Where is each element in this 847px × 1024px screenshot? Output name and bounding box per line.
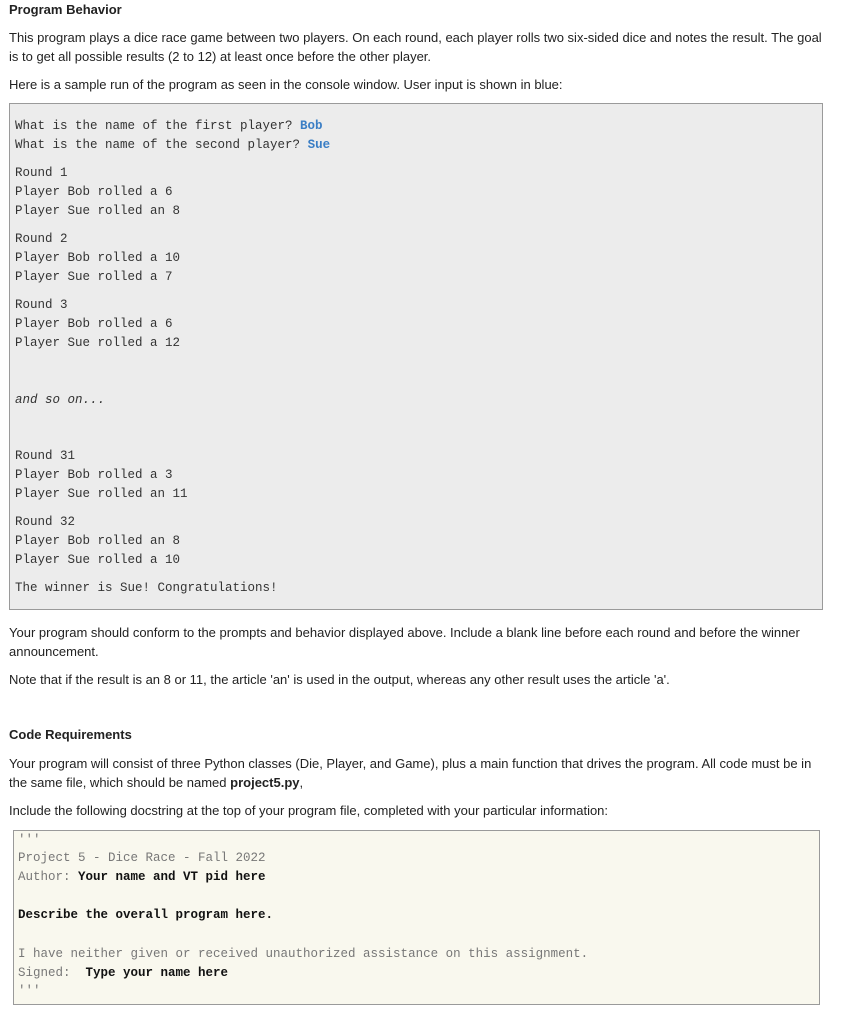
round-label: Round 32 [15,515,76,529]
roll-line: Player Bob rolled an 8 [15,534,181,548]
roll-line: Player Sue rolled a 12 [15,336,181,350]
article-note-paragraph: Note that if the result is an 8 or 11, the article 'an' is used in the output, whereas any other result uses the article 'a'. [9,672,670,687]
docstring-author-line: Author: Your name and VT pid here [18,870,266,884]
roll-line: Player Bob rolled a 3 [15,468,173,482]
roll-line: Player Sue rolled a 10 [15,553,181,567]
ellipsis-note: and so on... [15,393,106,407]
docstring-open-quotes: ''' [18,833,41,847]
sample-run-paragraph: Here is a sample run of the program as seen in the console window. User input is shown in blue: [9,77,563,92]
roll-line: Player Bob rolled a 6 [15,185,173,199]
console-sample-output [9,103,823,610]
winner-announcement: The winner is Sue! Congratulations! [15,581,278,595]
code-requirements-heading: Code Requirements [9,727,132,742]
roll-line: Player Bob rolled a 6 [15,317,173,331]
prompt-second-player: What is the name of the second player? Sue [15,138,331,152]
roll-line: Player Sue rolled an 8 [15,204,181,218]
round-label: Round 31 [15,449,76,463]
filename: project5.py [230,775,300,790]
docstring-project-line: Project 5 - Dice Race - Fall 2022 [18,851,266,865]
roll-line: Player Bob rolled a 10 [15,251,181,265]
roll-line: Player Sue rolled a 7 [15,270,173,284]
docstring-honor-line: I have neither given or received unauthorized assistance on this assignment. [18,947,589,961]
docstring-close-quotes: ''' [18,984,41,998]
conform-paragraph: Your program should conform to the prompts and behavior displayed above. Include a blank line before each round and before the winner announcement. [9,625,800,659]
program-behavior-heading: Program Behavior [9,2,122,17]
prompt-first-player: What is the name of the first player? Bob [15,119,323,133]
docstring-signed-line: Signed: Type your name here [18,966,229,980]
round-label: Round 2 [15,232,68,246]
user-input-bob: Bob [300,119,323,133]
docstring-describe-line: Describe the overall program here. [18,908,274,922]
round-label: Round 3 [15,298,68,312]
round-label: Round 1 [15,166,68,180]
user-input-sue: Sue [307,138,331,152]
intro-paragraph: This program plays a dice race game between two players. On each round, each player rolls two six-sided dice and notes the result. The goal is to get all possible results (2 to 12) at least once before the other player. [9,30,822,64]
docstring-block [13,830,820,1005]
roll-line: Player Sue rolled an 11 [15,487,188,501]
docstring-instruction: Include the following docstring at the top of your program file, completed with your particular information: [9,803,609,818]
classes-paragraph: Your program will consist of three Python classes (Die, Player, and Game), plus a main function that drives the program. All code must be in the same file, which should be named project5.py, [9,756,812,790]
